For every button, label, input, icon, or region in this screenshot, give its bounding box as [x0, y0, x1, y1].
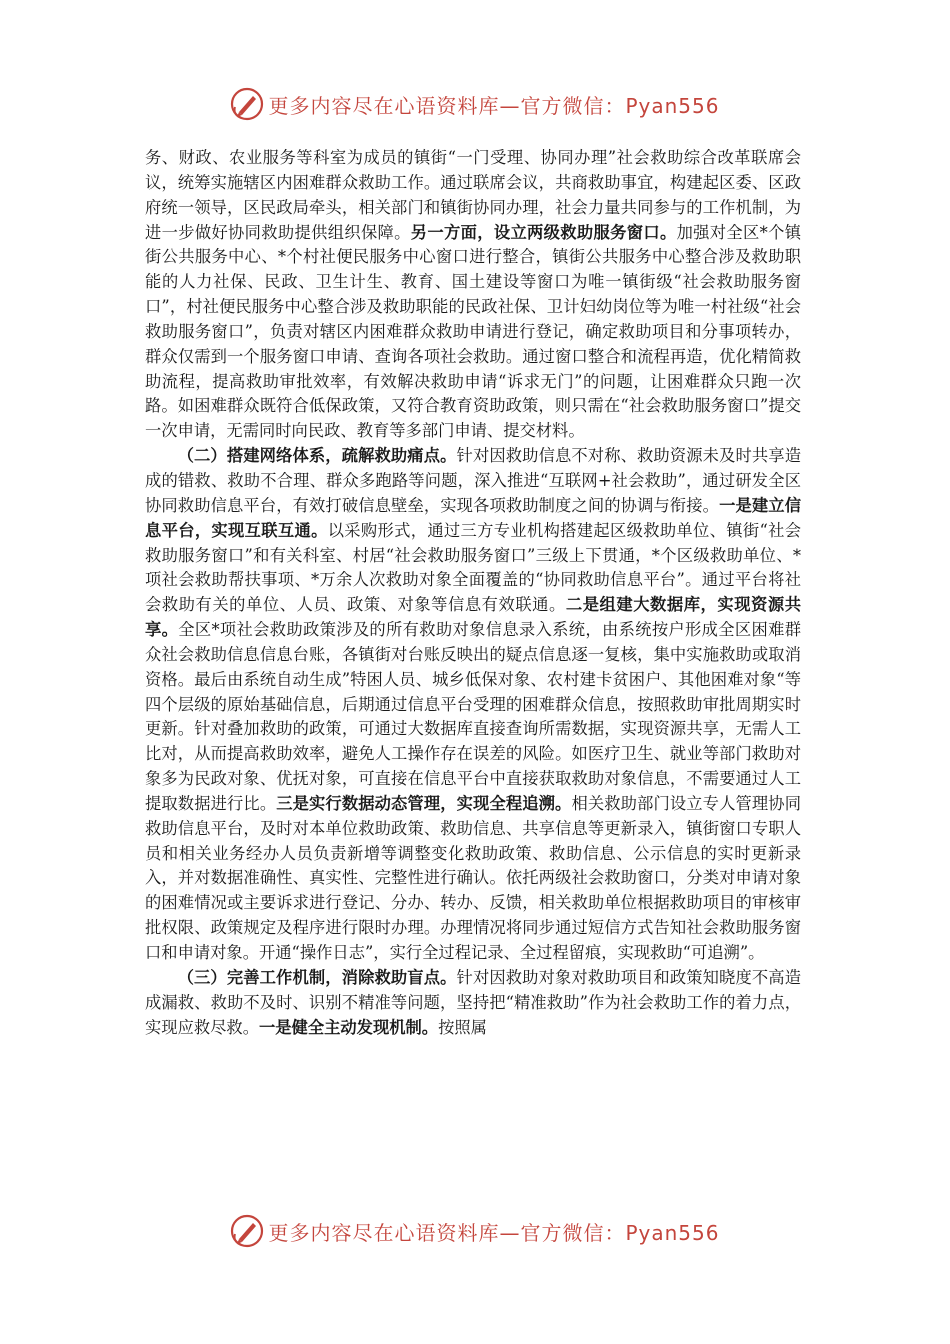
banner-text: 更多内容尽在心语资料库—官方微信：Pyan556: [268, 93, 720, 118]
header-banner: [0, 84, 950, 124]
text-run: 针对因救助对象对救助项目和政策知晓度不高造成漏救、救助不及时、识别不精准等问题，坚持把“精准救助”作为社会救助工作的着力点，实现应救尽救。: [145, 967, 801, 1037]
text-run: 按照属: [438, 1017, 487, 1037]
bold-heading: 三是实行数据动态管理，实现全程追溯。: [276, 793, 572, 813]
section-heading: （三）完善工作机制，消除救助盲点。: [177, 967, 457, 987]
pen-logo-icon: [230, 87, 264, 121]
text-run: 全区*项社会救助政策涉及的所有救助对象信息录入系统，由系统按户形成全区困难群众社会救助信息信息台账，各镇街对台账反映出的疑点信息逐一复核，集中实施救助或取消资格。最后由系统自动生成”特困人员、城乡低保对象、农村建卡贫困户、其他困难对象“等四个层级的原始基础信息，后期通过信息平台受理的困难群众信息，按照救助审批周期实时更新。针对叠加救助的政策，可通过大数据库直接查询所需数据，实现资源共享，无需人工比对，从而提高救助效率，避免人工操作存在误差的风险。如医疗卫生、就业等部门救助对象多为民政对象、优抚对象，可直接在信息平台中直接获取救助对象信息，不需要通过人工提取数据进行比。: [145, 620, 801, 813]
text-run: 相关救助部门设立专人管理协同救助信息平台，及时对本单位救助政策、救助信息、共享信息等更新录入，镇街窗口专职人员和相关业务经办人员负责新增等调整变化救助政策、救助信息、公示信息的实时更新录入，并对数据准确性、真实性、完整性进行确认。依托两级社会救助窗口，分类对申请对象的困难情况或主要诉求进行登记、分办、转办、反馈，相关救助单位根据救助项目的审核审批权限、政策规定及程序进行限时办理。办理情况将同步通过短信方式告知社会救助服务窗口和申请对象。开通“操作日志”，实行全过程记录、全过程留痕，实现救助“可追溯”。: [145, 793, 801, 962]
document-body: [145, 146, 801, 1040]
text-run: 针对因救助信息不对称、救助资源未及时共享造成的错救、救助不合理、群众多跑路等问题，深入推进“互联网+社会救助”，通过研发全区协同救助信息平台，有效打破信息壁垒，实现各项救助制度之间的协调与衔接。: [145, 446, 801, 515]
bold-heading: 一是健全主动发现机制。: [258, 1017, 439, 1037]
text-run: 以采购形式，通过三方专业机构搭建起区级救助单位、镇街“社会救助服务窗口”和有关科室、村居“社会救助服务窗口”三级上下贯通，*个区级救助单位、*项社会救助帮扶事项、*万余人次救助对象全面覆盖的“协同救助信息平台”。通过平台将社会救助有关的单位、人员、政策、对象等信息有效联通。: [145, 520, 801, 615]
bold-heading: 二是组建大数据库，实现资源共享。: [145, 595, 801, 640]
paragraph-1: [145, 146, 801, 444]
text-run: 务、财政、农业服务等科室为成员的镇街“一门受理、协同办理”社会救助综合改革联席会议，统筹实施辖区内困难群众救助工作。通过联席会议，共商救助事宜，构建起区委、区政府统一领导，区民政局牵头，相关部门和镇街协同办理，社会力量共同参与的工作机制，为进一步做好协同救助提供组织保障。: [145, 148, 801, 242]
banner-text: 更多内容尽在心语资料库—官方微信：Pyan556: [268, 1220, 720, 1245]
paragraph-3: [145, 966, 801, 1041]
bold-heading: 另一方面，设立两级救助服务窗口。: [410, 222, 677, 242]
paragraph-2: [145, 444, 801, 966]
bold-heading: 一是建立信息平台，实现互联互通。: [145, 495, 801, 540]
pen-logo-icon: [230, 1214, 264, 1248]
section-heading: （二）搭建网络体系，疏解救助痛点。: [177, 446, 457, 466]
text-run: 加强对全区*个镇街公共服务中心、*个村社便民服务中心窗口进行整合，镇街公共服务中心整合涉及救助职能的人力社保、民政、卫生计生、教育、国土建设等窗口为唯一镇街级“社会救助服务窗口”，村社便民服务中心整合涉及救助职能的民政社保、卫计妇幼岗位等为唯一村社级“社会救助服务窗口”，负责对辖区内困难群众救助申请进行登记，确定救助项目和分事项转办，群众仅需到一个服务窗口申请、查询各项社会救助。通过窗口整合和流程再造，优化精简救助流程，提高救助审批效率，有效解决救助申请“诉求无门”的问题，让困难群众只跑一次路。如困难群众既符合低保政策，又符合教育资助政策，则只需在“社会救助服务窗口”提交一次申请，无需同时向民政、教育等多部门申请、提交材料。: [145, 222, 801, 441]
footer-banner: [0, 1211, 950, 1251]
